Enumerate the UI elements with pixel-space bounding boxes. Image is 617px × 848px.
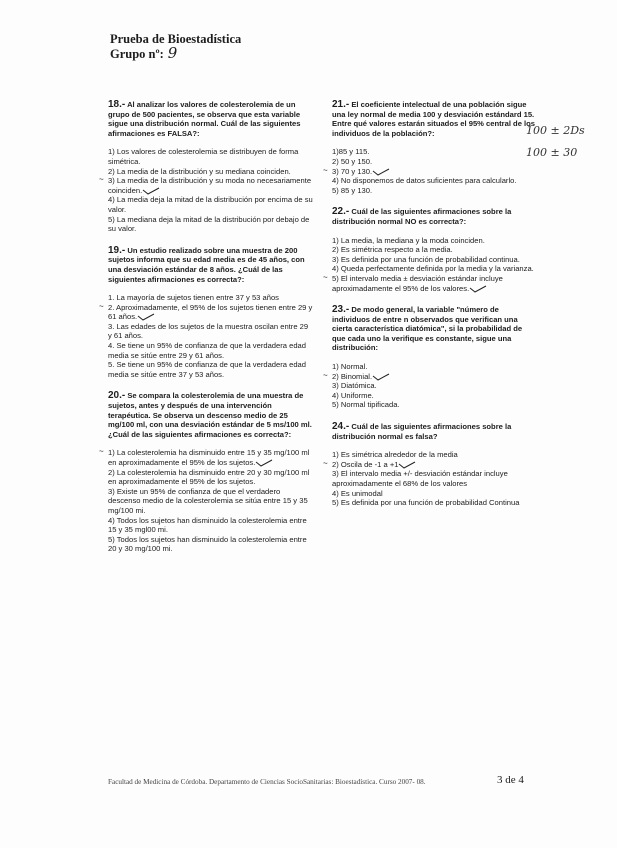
option: 3) Existe un 95% de confianza de que el verdadero descenso medio de la colesterolemia se sitúa entre 15 y 35 mg/100 mi. — [108, 486, 308, 515]
option-selected: ~ 1) La colesterolemia ha disminuido entre 15 y 35 mg/100 ml en aproximadamente el 95% de los sujetos. — [99, 447, 310, 467]
question-number: 20.- — [108, 390, 126, 402]
handwritten-note: 100 ± 30 — [526, 146, 578, 159]
checkmark-icon — [469, 285, 487, 293]
option: 2) La media de la distribución y su mediana coinciden. — [108, 166, 291, 176]
option: 2) 50 y 150. — [332, 156, 373, 166]
checkmark-icon — [255, 459, 273, 467]
handwritten-note: 100 ± 2Ds — [526, 124, 585, 137]
question-text: Se compara la colesterolemia de una muestra de sujetos, antes y después de una intervención terapéutica. Se observa un descenso medio de 25 mg/100 ml, con una desviación estándar de 5 ms/100 ml. ¿Cuál de las siguientes afirmaciones es correcta?: — [108, 391, 312, 439]
question-number: 24.- — [332, 421, 350, 433]
footer-text: Facultad de Medicina de Córdoba. Departamento de Ciencias SocioSanitarias: Bioestadística. Curso 2007- 08. — [108, 778, 426, 786]
option: 4) Es unimodal — [332, 488, 383, 498]
option: 2) Es simétrica respecto a la media. — [332, 245, 453, 255]
question-text: Al analizar los valores de colesterolemia de un grupo de 500 pacientes, se observa que esta variable sigue una distribución normal. Cuál de las siguientes afirmaciones es FALSA?: — [108, 100, 301, 138]
option: 1) Normal. — [332, 362, 368, 372]
group-number: 9 — [167, 44, 178, 62]
option-selected: ~ 2) Binomial. — [332, 372, 537, 382]
selection-mark-icon: ~ — [99, 447, 104, 457]
left-column — [99, 99, 313, 566]
checkmark-icon — [372, 373, 390, 381]
checkmark-icon — [398, 461, 416, 469]
question-text: El coeficiente intelectual de una población sigue una ley normal de media 100 y desviación estándard 15. Entre qué valores estarán situados el 95% central de los individuos de la población?: — [332, 100, 536, 138]
question-text: De modo general, la variable "número de individuos de entre n observados que verifican una cierta característica diatómica", si la probabilidad de que cada uno la verifique es constante, sigue una distribución: — [332, 305, 523, 353]
option: 4. Se tiene un 95% de confianza de que la verdadera edad media se sitúe entre 29 y 61 años. — [108, 341, 307, 360]
page-number: 3 de 4 — [497, 774, 524, 786]
option: 1) Los valores de colesterolemia se distribuyen de forma simétrica. — [108, 147, 299, 166]
option: 4) Uniforme. — [332, 390, 374, 400]
option-selected: ~ 2) Oscila de -1 a +1 — [332, 460, 537, 470]
question-number: 18.- — [108, 99, 126, 110]
option: 3) Es definida por una función de probabilidad continua. — [332, 254, 520, 264]
checkmark-icon — [372, 168, 390, 176]
option: 3) El intervalo media +/- desviación estándar incluye aproximadamente el 68% de los valores — [332, 469, 508, 488]
doc-title: Prueba de Bioestadística — [110, 32, 242, 46]
question-24 — [323, 421, 537, 508]
option: 3) Diatómica. — [332, 381, 377, 391]
question-18 — [99, 99, 313, 234]
selection-mark-icon: ~ — [323, 370, 328, 380]
selection-mark-icon: ~ — [323, 272, 328, 282]
option: 4) La media deja la mitad de la distribución por encima de su valor. — [108, 195, 313, 214]
option: 5) Es definida por una función de probabilidad Continua — [332, 498, 520, 508]
group-label: Grupo nº: — [110, 47, 164, 61]
group-line — [110, 46, 241, 61]
selection-mark-icon: ~ — [323, 165, 328, 175]
question-number: 21.- — [332, 99, 350, 110]
option-selected: ~ 2. Aproximadamente, el 95% de los sujetos tienen entre 29 y 61 años. — [99, 301, 313, 322]
option: 4) Queda perfectamente definida por la media y la varianza. — [332, 264, 534, 274]
checkmark-icon — [142, 187, 160, 195]
question-number: 22.- — [332, 206, 350, 218]
question-22 — [323, 206, 537, 293]
right-column — [323, 99, 537, 520]
selection-mark-icon: ~ — [99, 301, 104, 311]
option: 1) La media, la mediana y la moda coinciden. — [332, 235, 485, 245]
question-number: 23.- — [332, 304, 350, 316]
option-selected: ~ 5) El intervalo media ± desviación estándar incluye aproximadamente el 95% de los valores. — [323, 272, 503, 293]
option: 5) 85 y 130. — [332, 185, 373, 195]
question-number: 19.- — [108, 244, 126, 256]
option: 4) No disponemos de datos suficientes para calcularlo. — [332, 176, 517, 186]
option-selected: ~ 3) 70 y 130. — [332, 167, 537, 177]
question-20 — [99, 390, 313, 554]
option: 1. La mayoría de sujetos tienen entre 37 y 53 años — [108, 293, 279, 303]
option: 3. Las edades de los sujetos de la muestra oscilan entre 29 y 61 años. — [108, 321, 309, 341]
question-21 — [323, 99, 537, 195]
question-text: Cuál de las siguientes afirmaciones sobre la distribución normal NO es correcta?: — [332, 207, 512, 226]
option-selected: ~ 3) La media de la distribución y su moda no necesariamente coinciden. — [99, 175, 312, 195]
header — [110, 32, 241, 61]
option: 5) Normal tipificada. — [332, 400, 400, 410]
option: 5. Se tiene un 95% de confianza de que la verdadera edad media se sitúe entre 37 y 53 años. — [108, 360, 307, 379]
selection-mark-icon: ~ — [99, 175, 104, 185]
option: 1)85 y 115. — [332, 147, 370, 157]
checkmark-icon — [137, 313, 155, 321]
option: 4) Todos los sujetos han disminuido la colesterolemia entre 15 y 35 mgl00 mi. — [108, 515, 307, 535]
question-23 — [323, 304, 537, 410]
option: 5) Todos los sujetos han disminuido la colesterolemia entre 20 y 30 mg/100 mi. — [108, 534, 307, 554]
option: 1) Es simétrica alrededor de la media — [332, 450, 458, 460]
option: 2) La colesterolemia ha disminuido entre 20 y 30 mg/100 ml en aproximadamente el 95% de los sujetos. — [108, 467, 310, 487]
question-19 — [99, 244, 313, 380]
selection-mark-icon: ~ — [323, 458, 328, 468]
question-text: Cuál de las siguientes afirmaciones sobre la distribución normal es falsa? — [332, 422, 512, 441]
option: 5) La mediana deja la mitad de la distribución por debajo de su valor. — [108, 214, 310, 234]
question-text: Un estudio realizado sobre una muestra de 200 sujetos informa que su edad media es de 45 años, con una desviación estándar de 8 años. ¿Cuál de las siguientes afirmaciones es correcta?: — [108, 245, 305, 284]
